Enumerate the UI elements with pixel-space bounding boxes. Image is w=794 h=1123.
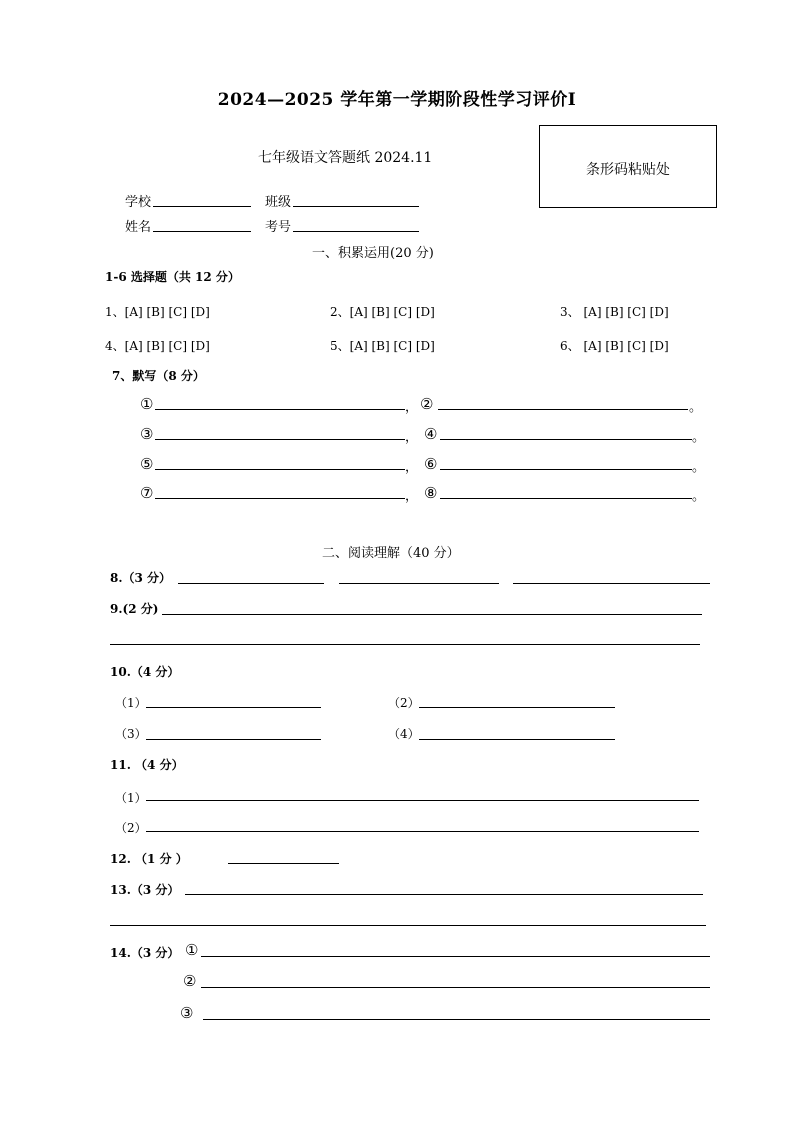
mc-num: 6、 [560, 339, 580, 353]
q14-mark-1: ① [185, 941, 199, 959]
period: 。 [692, 460, 706, 475]
q9-label: 9.(2 分) [110, 602, 159, 616]
dictation-line-3[interactable] [155, 439, 405, 440]
mc-heading: 1-6 选择题（共 12 分） [105, 270, 240, 284]
period: 。 [692, 430, 706, 445]
class-field[interactable] [293, 206, 419, 207]
q10-answer-1[interactable] [146, 707, 321, 708]
q9-answer-2[interactable] [110, 644, 700, 645]
period: 。 [692, 489, 706, 504]
comma: ， [405, 400, 419, 415]
mark-3: ③ [140, 425, 154, 443]
q11-label: 11. （4 分） [110, 758, 184, 772]
school-field[interactable] [153, 206, 251, 207]
section1-heading: 一、积累运用(20 分) [312, 246, 434, 261]
mc-row[interactable] [330, 303, 435, 320]
class-label: 班级 [265, 195, 292, 210]
mark-6: ⑥ [424, 455, 438, 473]
dictation-line-6[interactable] [440, 469, 692, 470]
q14-answer-2[interactable] [201, 987, 710, 988]
q11-part-2: （2） [115, 821, 147, 835]
dictation-line-7[interactable] [155, 498, 405, 499]
q14-label: 14.（3 分） [110, 946, 180, 960]
mark-4: ④ [424, 425, 438, 443]
subtitle: 七年级语文答题纸 2024.11 [258, 150, 433, 166]
q10-label: 10.（4 分） [110, 665, 180, 679]
mark-1: ① [140, 395, 154, 413]
mc-options: [A] [B] [C] [D] [349, 305, 435, 319]
mc-row[interactable] [560, 303, 669, 320]
q14-answer-3[interactable] [203, 1019, 710, 1020]
mark-8: ⑧ [424, 484, 438, 502]
mc-row[interactable] [105, 337, 210, 354]
q8-label: 8.（3 分） [110, 571, 172, 585]
mc-options: [A] [B] [C] [D] [583, 339, 669, 353]
q13-label: 13.（3 分） [110, 883, 180, 897]
exam-no-label: 考号 [265, 220, 292, 235]
dictation-line-8[interactable] [440, 498, 692, 499]
mc-num: 5、 [330, 339, 350, 353]
dictation-line-1[interactable] [155, 409, 405, 410]
page-title: 2024—2025 学年第一学期阶段性学习评价Ⅰ [217, 90, 577, 110]
q10-part-3: （3） [115, 727, 147, 741]
mc-num: 4、 [105, 339, 125, 353]
mark-2: ② [420, 395, 434, 413]
q8-answer-1[interactable] [178, 583, 324, 584]
q7-label: 7、默写（8 分） [112, 369, 205, 383]
q14-mark-3: ③ [180, 1004, 194, 1022]
q14-answer-1[interactable] [201, 956, 710, 957]
mc-num: 2、 [330, 305, 350, 319]
dictation-line-5[interactable] [155, 469, 405, 470]
mark-5: ⑤ [140, 455, 154, 473]
q9-answer-1[interactable] [162, 614, 702, 615]
q10-part-4: （4） [388, 727, 420, 741]
mc-row[interactable] [105, 303, 210, 320]
name-label: 姓名 [125, 220, 152, 235]
barcode-box [539, 125, 717, 208]
school-label: 学校 [125, 195, 152, 210]
mc-options: [A] [B] [C] [D] [124, 339, 210, 353]
comma: ， [405, 430, 419, 445]
q11-part-1: （1） [115, 791, 147, 805]
q8-answer-3[interactable] [513, 583, 710, 584]
q14-mark-2: ② [183, 972, 197, 990]
mc-num: 3、 [560, 305, 580, 319]
mc-options: [A] [B] [C] [D] [349, 339, 435, 353]
exam-no-field[interactable] [293, 231, 419, 232]
q10-answer-3[interactable] [146, 739, 321, 740]
q13-answer-1[interactable] [185, 894, 703, 895]
section2-heading: 二、阅读理解（40 分） [322, 546, 460, 561]
period: 。 [689, 400, 703, 415]
mc-row[interactable] [330, 337, 435, 354]
name-field[interactable] [153, 231, 251, 232]
barcode-label: 条形码粘贴处 [586, 162, 670, 178]
mc-options: [A] [B] [C] [D] [124, 305, 210, 319]
q10-part-2: （2） [388, 696, 420, 710]
q11-answer-1[interactable] [146, 800, 699, 801]
q12-label: 12. （1 分 ） [110, 852, 188, 866]
q10-answer-4[interactable] [419, 739, 615, 740]
mark-7: ⑦ [140, 484, 154, 502]
q10-part-1: （1） [115, 696, 147, 710]
q10-answer-2[interactable] [419, 707, 615, 708]
comma: ， [405, 489, 419, 504]
mc-options: [A] [B] [C] [D] [583, 305, 669, 319]
q13-answer-2[interactable] [110, 925, 706, 926]
dictation-line-2[interactable] [438, 409, 688, 410]
mc-row[interactable] [560, 337, 669, 354]
comma: ， [405, 460, 419, 475]
dictation-line-4[interactable] [440, 439, 692, 440]
q12-answer[interactable] [228, 863, 339, 864]
q11-answer-2[interactable] [146, 831, 699, 832]
mc-num: 1、 [105, 305, 125, 319]
q8-answer-2[interactable] [339, 583, 499, 584]
